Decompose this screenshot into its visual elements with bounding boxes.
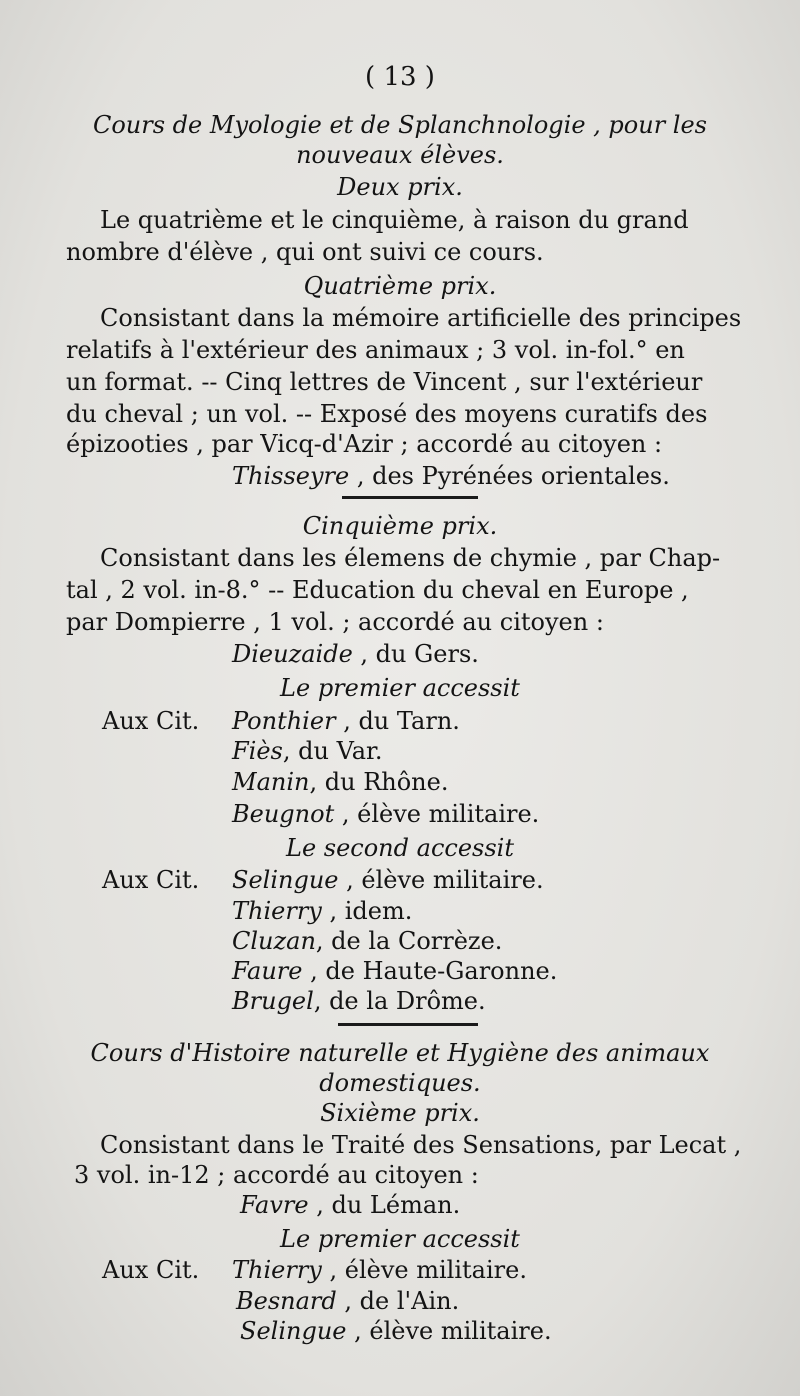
body-line: nombre d'élève , qui ont suivi ce cours. xyxy=(66,238,544,266)
page-number: ( 13 ) xyxy=(365,62,435,92)
winner-name: Dieuzaide xyxy=(232,640,353,668)
recipients-label: Aux Cit. xyxy=(102,707,200,735)
accessit-entry: Thierry , idem. xyxy=(232,897,413,925)
accessit-entry: Manin, du Rhône. xyxy=(232,768,449,796)
accessit-heading: Le premier accessit xyxy=(280,1225,520,1253)
accessit-entry: Selingue , élève militaire. xyxy=(240,1317,552,1345)
section-title: Cours d'Histoire naturelle et Hygiène des animaux xyxy=(90,1039,710,1067)
winner-origin: , du Léman. xyxy=(316,1191,461,1219)
section-title-cont: domestiques. xyxy=(319,1069,481,1097)
prize-heading: Quatrième prix. xyxy=(303,272,497,300)
body-line: Consistant dans la mémoire artificielle des principes xyxy=(100,304,742,332)
accessit-entry: Selingue , élève militaire. xyxy=(232,866,544,894)
body-line: Le quatrième et le cinquième, à raison du grand xyxy=(100,206,689,234)
body-line: tal , 2 vol. in-8.° -- Education du cheval en Europe , xyxy=(66,576,689,604)
divider xyxy=(342,496,478,499)
accessit-entry: Fiès, du Var. xyxy=(232,737,383,765)
recipients-label: Aux Cit. xyxy=(102,1256,200,1284)
accessit-entry: Thierry , élève militaire. xyxy=(232,1256,527,1284)
body-line: relatifs à l'extérieur des animaux ; 3 vol. in-fol.° en xyxy=(66,336,685,364)
body-line: du cheval ; un vol. -- Exposé des moyens curatifs des xyxy=(66,400,708,428)
accessit-entry: Beugnot , élève militaire. xyxy=(232,800,540,828)
prize-heading: Sixième prix. xyxy=(320,1099,480,1127)
body-line: un format. -- Cinq lettres de Vincent , sur l'extérieur xyxy=(66,368,703,396)
winner-line xyxy=(240,1190,460,1220)
prize-heading: Cinquième prix. xyxy=(302,512,498,540)
winner-line xyxy=(232,639,479,669)
accessit-heading: Le premier accessit xyxy=(280,674,520,702)
divider xyxy=(338,1023,478,1026)
prizes-heading: Deux prix. xyxy=(337,173,463,201)
winner-origin: , des Pyrénées orientales. xyxy=(356,462,670,490)
body-line: épizooties , par Vicq-d'Azir ; accordé au citoyen : xyxy=(66,430,663,458)
body-line: par Dompierre , 1 vol. ; accordé au citoyen : xyxy=(66,608,604,636)
winner-line xyxy=(232,461,670,491)
accessit-entry: Ponthier , du Tarn. xyxy=(232,707,460,735)
accessit-heading: Le second accessit xyxy=(286,834,514,862)
accessit-entry: Brugel, de la Drôme. xyxy=(232,987,486,1015)
winner-name: Favre xyxy=(240,1191,309,1219)
winner-name: Thisseyre xyxy=(232,462,350,490)
accessit-entry: Besnard , de l'Ain. xyxy=(236,1287,460,1315)
body-line: 3 vol. in-12 ; accordé au citoyen : xyxy=(74,1161,479,1189)
section-title-cont: nouveaux élèves. xyxy=(296,141,504,169)
accessit-entry: Faure , de Haute-Garonne. xyxy=(232,957,558,985)
body-line: Consistant dans le Traité des Sensations, par Lecat , xyxy=(100,1131,742,1159)
winner-origin: , du Gers. xyxy=(360,640,479,668)
recipients-label: Aux Cit. xyxy=(102,866,200,894)
accessit-entry: Cluzan, de la Corrèze. xyxy=(232,927,503,955)
body-line: Consistant dans les élemens de chymie , par Chap- xyxy=(100,544,721,572)
section-title: Cours de Myologie et de Splanchnologie , pour les xyxy=(92,111,707,139)
